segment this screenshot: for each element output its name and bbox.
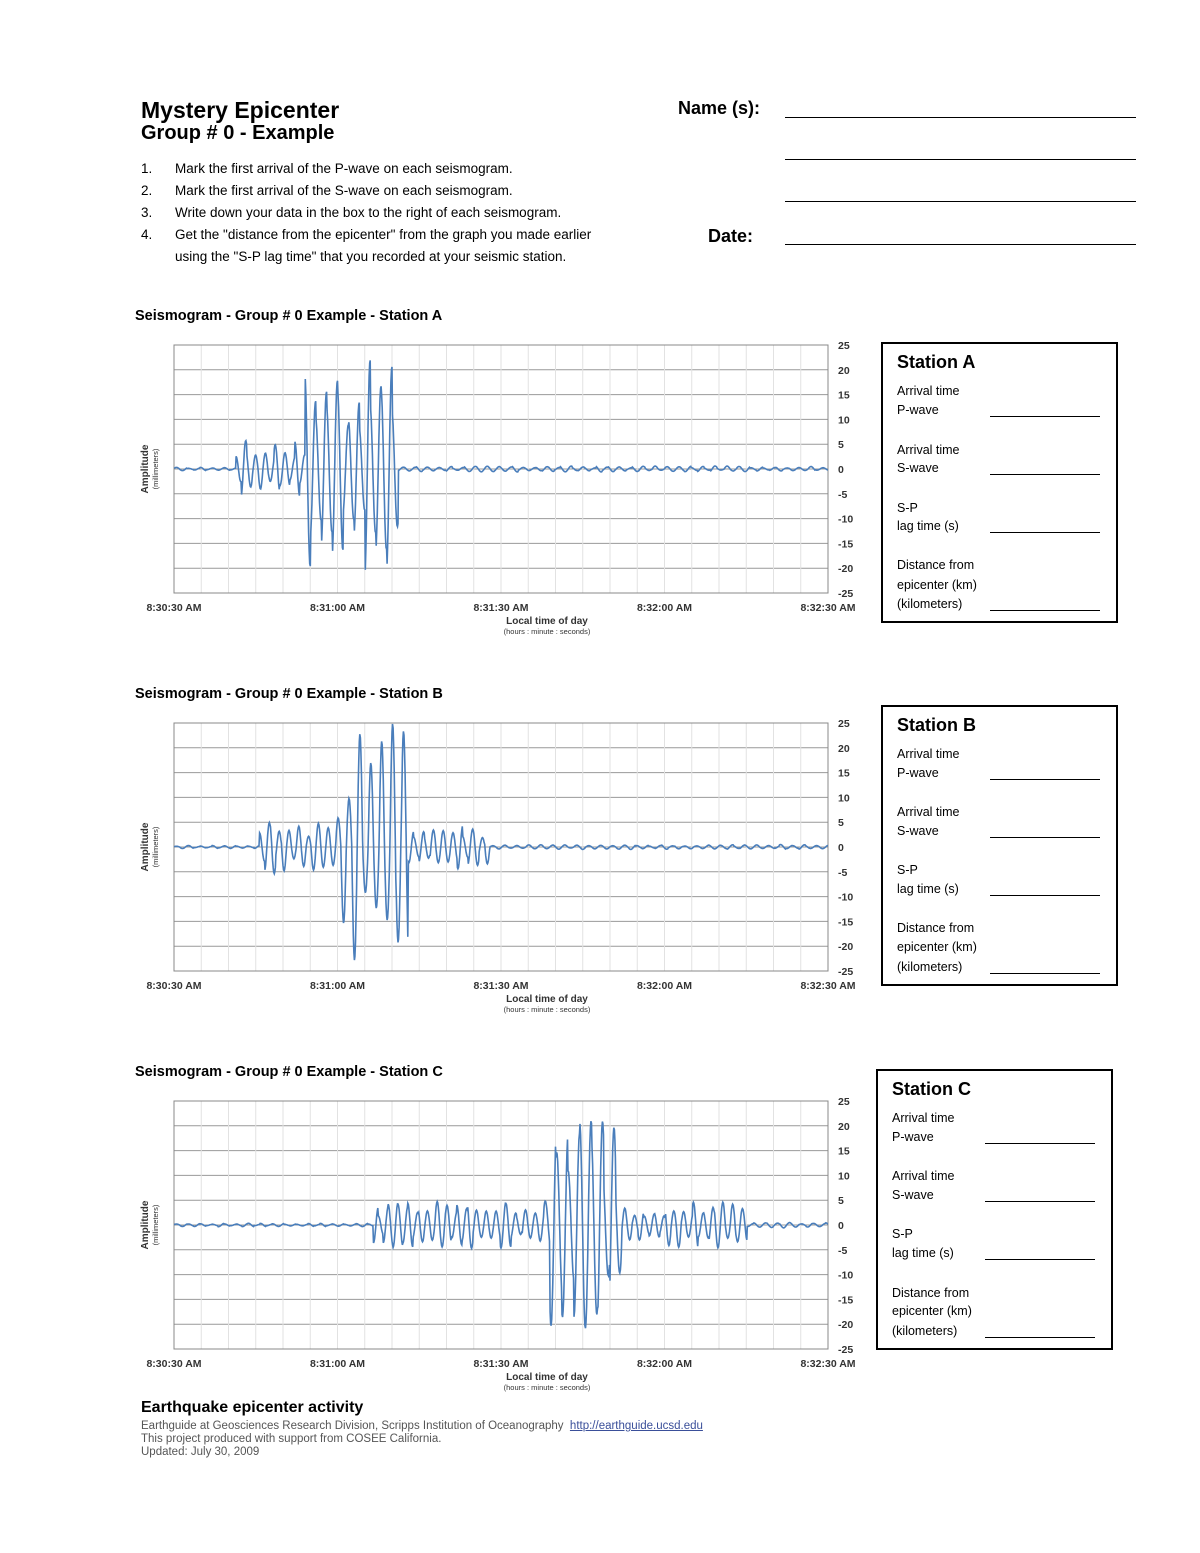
station-box-title: Station C	[892, 1079, 971, 1099]
seismogram-chart-station-a	[130, 335, 870, 645]
date-label: Date:	[708, 226, 754, 246]
arrival-time-label: Arrival time	[897, 384, 960, 398]
instruction-item	[141, 180, 661, 202]
chart-title-station-c: Seismogram - Group # 0 Example - Station C	[135, 1064, 443, 1080]
y-tick-label: -20	[838, 563, 854, 576]
y-tick-label: 20	[838, 1120, 850, 1133]
page-title: Mystery Epicenter	[141, 97, 340, 123]
lag-time-answer-line[interactable]	[990, 532, 1100, 533]
instruction-number: 3.	[141, 205, 153, 220]
instruction-text: Mark the first arrival of the S-wave on each seismogram.	[175, 183, 513, 198]
y-tick-label: -20	[838, 941, 854, 954]
y-tick-label: 15	[838, 767, 850, 780]
s-wave-answer-line[interactable]	[985, 1201, 1095, 1202]
instruction-item	[141, 202, 661, 224]
page-subtitle: Group # 0 - Example	[141, 122, 335, 144]
lag-time-label: lag time (s)	[892, 1246, 954, 1260]
instruction-text: Mark the first arrival of the P-wave on each seismogram.	[175, 161, 513, 176]
chart-title-station-b: Seismogram - Group # 0 Example - Station B	[135, 686, 443, 702]
instruction-number	[141, 246, 175, 268]
y-tick-label: -5	[838, 866, 848, 879]
y-tick-label: -25	[838, 966, 854, 978]
p-wave-label: P-wave	[892, 1130, 934, 1144]
x-axis-subtitle: (hours : minute : seconds)	[503, 627, 591, 636]
y-axis-subtitle: (millimeters)	[151, 826, 160, 868]
arrival-time-label: Arrival time	[897, 747, 960, 761]
arrival-time-label: Arrival time	[897, 443, 960, 457]
footer-credit-line: Earthguide at Geosciences Research Division, Scripps Institution of Oceanography	[141, 1420, 564, 1432]
epicenter-km-label: epicenter (km)	[892, 1304, 972, 1318]
p-wave-label: P-wave	[897, 766, 939, 780]
x-tick-label: 8:31:00 AM	[309, 602, 366, 614]
instruction-text: using the "S-P lag time" that you recorded at your seismic station.	[175, 249, 567, 264]
y-axis-subtitle: (millimeters)	[151, 1204, 160, 1246]
y-tick-label: 25	[838, 1096, 850, 1108]
instruction-text: Get the "distance from the epicenter" from the graph you made earlier	[175, 227, 592, 242]
x-tick-label: 8:30:30 AM	[146, 1358, 202, 1370]
x-axis-subtitle: (hours : minute : seconds)	[503, 1005, 591, 1014]
distance-from-label: Distance from	[892, 1286, 970, 1300]
epicenter-km-label: epicenter (km)	[897, 578, 977, 592]
p-wave-answer-line[interactable]	[990, 779, 1100, 780]
seismogram-chart-station-b	[130, 713, 870, 1023]
y-tick-label: 5	[838, 1195, 844, 1208]
y-tick-label: -25	[838, 588, 854, 600]
y-tick-label: 25	[838, 718, 850, 730]
seismogram-chart-station-c	[130, 1091, 870, 1401]
name-label: Name (s):	[678, 98, 761, 118]
instruction-item	[141, 246, 661, 268]
footer-support-line: This project produced with support from COSEE California.	[141, 1433, 442, 1445]
y-tick-label: 20	[838, 364, 850, 377]
y-tick-label: 10	[838, 414, 850, 427]
x-tick-label: 8:32:30 AM	[800, 980, 856, 992]
y-tick-label: -20	[838, 1319, 854, 1332]
instruction-item	[141, 158, 661, 180]
x-tick-label: 8:32:30 AM	[800, 602, 856, 614]
distance-answer-line[interactable]	[990, 610, 1100, 611]
instruction-number: 4.	[141, 227, 153, 242]
s-wave-answer-line[interactable]	[990, 474, 1100, 475]
x-tick-label: 8:31:30 AM	[473, 602, 529, 614]
y-axis-title: Amplitude	[140, 822, 151, 872]
y-tick-label: -10	[838, 891, 854, 904]
y-tick-label: 0	[838, 1220, 844, 1232]
lag-time-label: lag time (s)	[897, 882, 959, 896]
distance-answer-line[interactable]	[990, 973, 1100, 974]
kilometers-label: (kilometers)	[897, 960, 963, 974]
instruction-text: Write down your data in the box to the right of each seismogram.	[175, 205, 562, 220]
y-axis-title: Amplitude	[140, 1200, 151, 1250]
y-tick-label: 10	[838, 1170, 850, 1183]
y-tick-label: 10	[838, 792, 850, 805]
instructions-list	[141, 158, 661, 268]
distance-from-label: Distance from	[897, 558, 975, 572]
y-tick-label: -15	[838, 916, 854, 929]
footer-title: Earthquake epicenter activity	[141, 1399, 364, 1416]
sp-label: S-P	[897, 863, 918, 877]
y-tick-label: 0	[838, 842, 844, 854]
date-line[interactable]	[785, 244, 1136, 245]
s-wave-label: S-wave	[897, 824, 939, 838]
s-wave-label: S-wave	[892, 1188, 934, 1202]
x-tick-label: 8:31:00 AM	[309, 980, 366, 992]
station-b-box	[881, 705, 1118, 986]
kilometers-label: (kilometers)	[897, 597, 963, 611]
y-tick-label: 5	[838, 439, 844, 452]
p-wave-answer-line[interactable]	[985, 1143, 1095, 1144]
station-a-box	[881, 342, 1118, 623]
distance-from-label: Distance from	[897, 921, 975, 935]
instruction-number: 1.	[141, 161, 153, 176]
y-tick-label: 15	[838, 389, 850, 402]
lag-time-answer-line[interactable]	[990, 895, 1100, 896]
station-box-title: Station A	[897, 352, 976, 372]
footer-credits	[141, 1420, 703, 1459]
distance-answer-line[interactable]	[985, 1337, 1095, 1338]
y-tick-label: 20	[838, 742, 850, 755]
p-wave-label: P-wave	[897, 403, 939, 417]
name-line-1[interactable]	[785, 117, 1136, 118]
y-tick-label: -5	[838, 1244, 848, 1257]
x-axis-subtitle: (hours : minute : seconds)	[503, 1383, 591, 1392]
x-axis-title: Local time of day	[506, 994, 588, 1005]
x-tick-label: 8:31:30 AM	[473, 980, 529, 992]
y-tick-label: 0	[838, 464, 844, 476]
lag-time-answer-line[interactable]	[985, 1259, 1095, 1260]
station-box-title: Station B	[897, 715, 976, 735]
x-tick-label: 8:32:30 AM	[800, 1358, 856, 1370]
name-line-3[interactable]	[785, 201, 1136, 202]
x-tick-label: 8:31:00 AM	[309, 1358, 366, 1370]
y-tick-label: -15	[838, 1294, 854, 1307]
s-wave-label: S-wave	[897, 461, 939, 475]
instruction-number: 2.	[141, 183, 153, 198]
y-tick-label: 25	[838, 340, 850, 352]
y-tick-label: -15	[838, 538, 854, 551]
name-line-2[interactable]	[785, 159, 1136, 160]
instruction-item	[141, 224, 661, 246]
x-tick-label: 8:32:00 AM	[636, 980, 693, 992]
x-axis-title: Local time of day	[506, 1372, 588, 1383]
y-tick-label: -10	[838, 1269, 854, 1282]
y-axis-subtitle: (millimeters)	[151, 448, 160, 490]
x-axis-title: Local time of day	[506, 616, 588, 627]
y-tick-label: -10	[838, 513, 854, 526]
y-tick-label: -25	[838, 1344, 854, 1356]
x-tick-label: 8:32:00 AM	[636, 1358, 693, 1370]
station-c-box	[876, 1069, 1113, 1350]
earthguide-link[interactable]: http://earthguide.ucsd.edu	[569, 1420, 703, 1432]
sp-label: S-P	[897, 501, 918, 515]
x-tick-label: 8:30:30 AM	[146, 602, 202, 614]
epicenter-km-label: epicenter (km)	[897, 940, 977, 954]
arrival-time-label: Arrival time	[892, 1111, 955, 1125]
footer-updated-line: Updated: July 30, 2009	[141, 1446, 260, 1458]
y-tick-label: 15	[838, 1145, 850, 1158]
sp-label: S-P	[892, 1227, 913, 1241]
arrival-time-label: Arrival time	[892, 1169, 955, 1183]
lag-time-label: lag time (s)	[897, 519, 959, 533]
x-tick-label: 8:30:30 AM	[146, 980, 202, 992]
x-tick-label: 8:32:00 AM	[636, 602, 693, 614]
y-tick-label: -5	[838, 488, 848, 501]
y-axis-title: Amplitude	[140, 444, 151, 494]
s-wave-answer-line[interactable]	[990, 837, 1100, 838]
y-tick-label: 5	[838, 817, 844, 830]
arrival-time-label: Arrival time	[897, 805, 960, 819]
kilometers-label: (kilometers)	[892, 1324, 958, 1338]
p-wave-answer-line[interactable]	[990, 416, 1100, 417]
x-tick-label: 8:31:30 AM	[473, 1358, 529, 1370]
chart-title-station-a: Seismogram - Group # 0 Example - Station A	[135, 308, 443, 324]
